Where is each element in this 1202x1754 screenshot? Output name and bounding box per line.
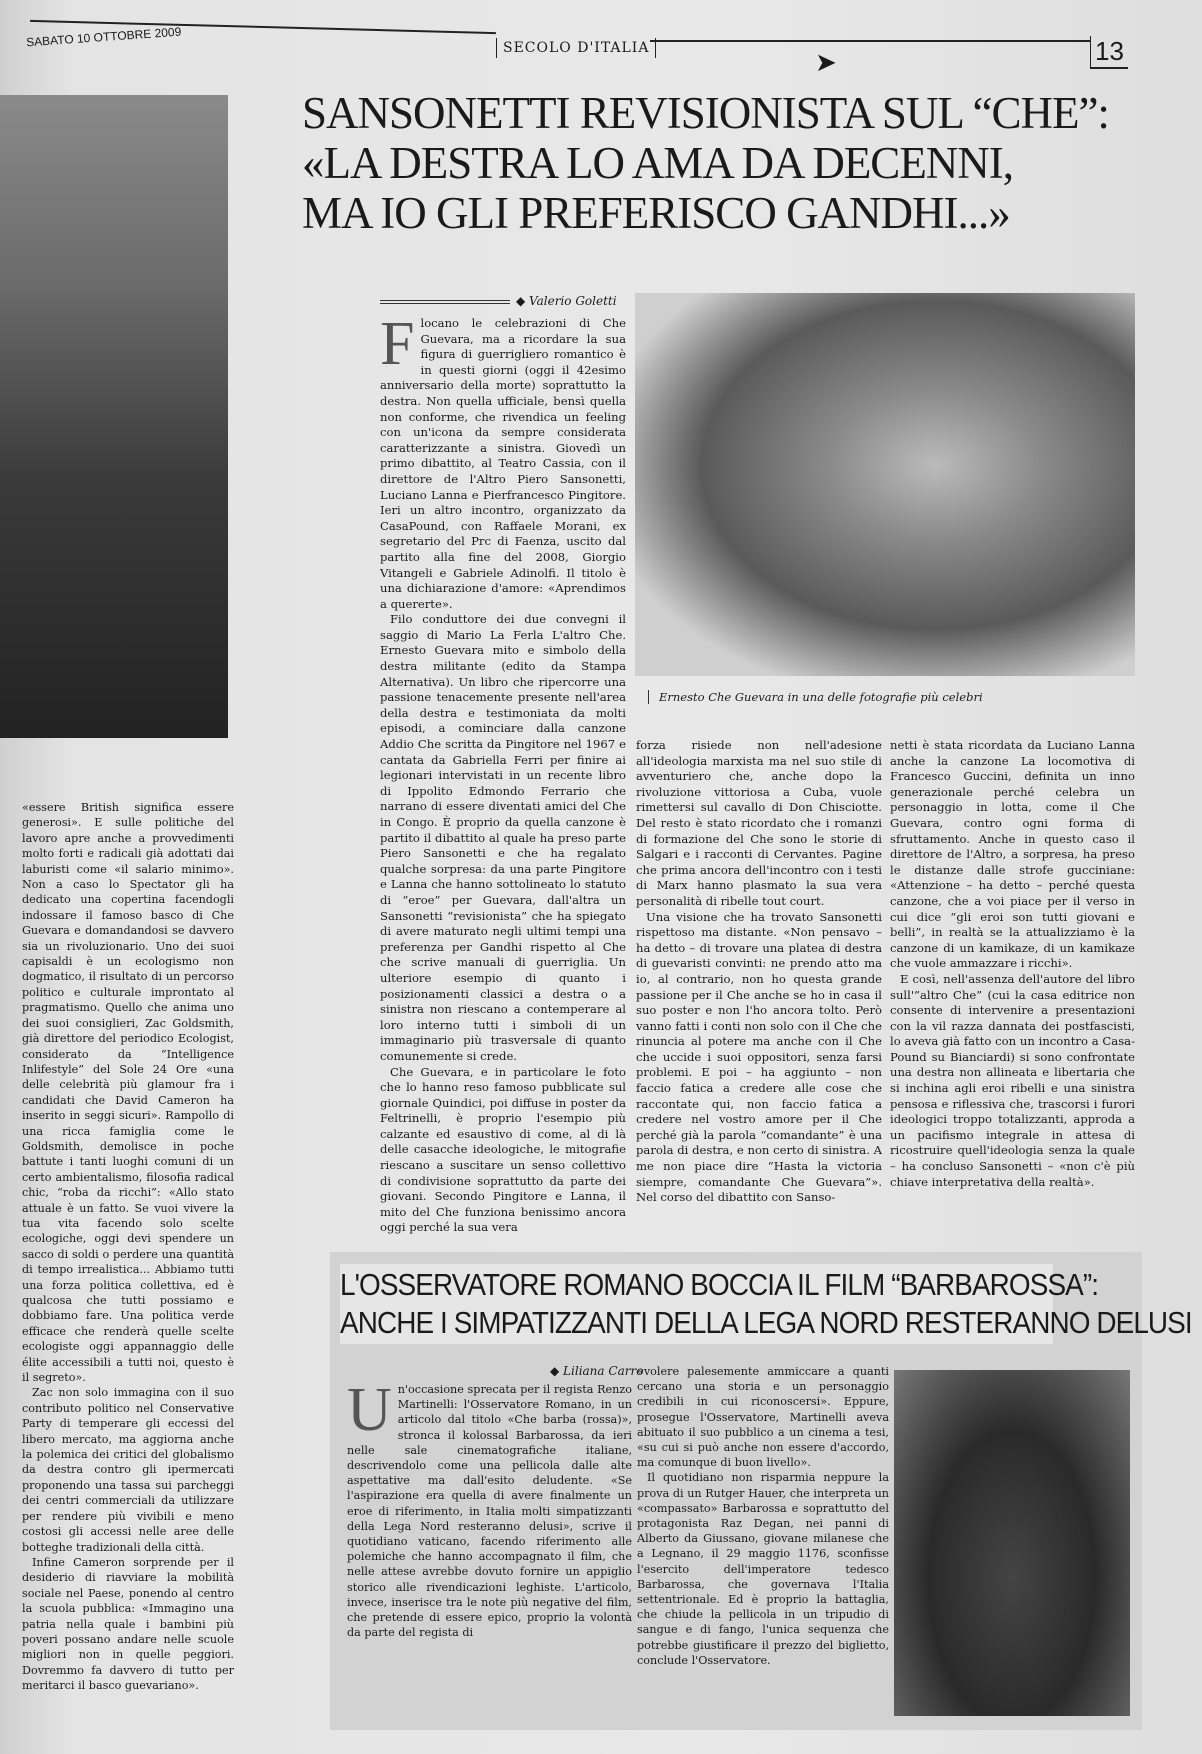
che-guevara-photo [635,293,1135,676]
paragraph: Una visione che ha trovato Sansonetti rispettoso ma distante. «Non pensavo – ha detto – di trovare una platea di destra di guevaristi convinti: ne prendo atto ma io, al contrario, non ho questa grande passione per il Che anche se ho in casa il suo poster e non l'ho ancora tolto. Però vanno fatti i conti non solo con il Che che rinuncia al potere ma anche con il Che che uccide i suoi oppositori, senza farsi problemi. E poi – ha aggiunto – non faccio fatica a credere alle cose che raccontate qui, non faccio fatica a credere nel vostro amore per il Che perché già la parola “comandante” è una parola di destra, e non certo di sinistra. A me non piace dire “Hasta la victoria siempre, comandante Che Guevara”». Nel corso del dibattito con Sanso- [636,909,882,1205]
headline-line: MA IO GLI PREFERISCO GANDHI...» [302,188,1010,238]
paragraph: forza risiede non nell'adesione all'ideologia marxista ma nel suo stile di avventuriero che, anche dopo la rivoluzione vittoriosa a Cuba, vuole rimettersi sul cavallo di Don Chisciotte. Del resto è stato ricordato che i romanzi di formazione del Che sono le storie di Salgari e i racconti di Cervantes. Pagine che prima ancora dell'incontro con i testi di Marx hanno plasmato la sua vera personalità di ribelle tout court. [636,738,882,908]
paragraph: Infine Cameron sorprende per il desiderio di riavviare la mobilità sociale nel Paese, ponendo al centro la scuola pubblica: «Immagino una patria nella quale i bambini più poveri possano andare nelle scuole migliori non in quelle peggiori. Dovremmo fa davvero di tutto per meritarci il basco guevariano». [22,1555,234,1693]
paragraph: n'occasione sprecata per il regista Renzo Martinelli: l'Osservatore Romano, in un articolo dal titolo «Che barba (rossa)», stronca il kolossal Barbarossa, da ieri nelle sale cinematografiche italiane, descrivendolo come una pellicola dalle alte aspettative ma dall'esito deludente. «Se l'aspirazione era quella di avere finalmente un eroe di riferimento, in Italia molti simpatizzanti della Lega Nord resteranno delusi», scrive il quotidiano vaticano, facendo riferimento alle polemiche che hanno accompagnato il film, che nelle attese avrebbe dovuto fornire un appiglio storico alle rivendicazioni leghiste. L'articolo, invece, inserisce tra le note più negative del film, che pretende di essere epico, proprio la volontà da parte del regista di [347,1383,632,1640]
paragraph: Zac non solo immagina con il suo contributo politico nel Conservative Party di temperare gli eccessi del libero mercato, ma aggiorna anche la polemica dei critici del globalismo da destra contro gli ipermercati proponendo una tassa sui parcheggi dei centri commerciali da utilizzare per rendere più vivibili e meno costosi gli accessi nelle aree delle botteghe tradizionali della città. [22,1386,234,1554]
paragraph: Che Guevara, e in particolare le foto che lo hanno reso famoso pubblicate sul giornale Quindici, poi diffuse in poster da Feltrinelli, è proprio l'esempio più calzante ed esaustivo di come, al di là delle casacche ideologiche, le mitografie riescano a suscitare un senso collettivo di condivisione soprattutto da parte dei giovani. Secondo Pingitore e Lanna, il mito del Che funziona benissimo ancora oggi perché la sua vera [380,1064,626,1235]
barbarossa-article-box [330,1252,1192,1730]
author-name: Liliana Carro [563,1364,644,1378]
drop-cap: F [380,310,415,378]
article-column-3 [890,738,1135,1190]
article-column-2 [636,738,882,1206]
headline-line: SANSONETTI REVISIONISTA SUL “CHE”: [302,88,1109,138]
headline-line: «LA DESTRA LO AMA DA DECENNI, [302,138,1014,188]
page-number: 13 [1090,36,1128,69]
author-name: Valerio Goletti [529,294,617,308]
issue-date: SABATO 10 OTTOBRE 2009 [25,24,182,50]
box-column-1 [347,1376,632,1640]
article-column-1 [380,310,626,1236]
paragraph: Il quotidiano non risparmia neppure la prova di un Rutger Hauer, che interpreta un «compassato» Barbarossa e soprattutto del protagonista Raz Degan, nei panni di Alberto da Giussano, giovane milanese che a Legnano, il 29 maggio 1176, sconfisse l'esercito dell'imperatore tedesco Barbarossa, che governava l'Italia settentrionale. Ed è proprio la battaglia, che chiude la pellicola in un tripudio di sangue e di fango, l'unica sequenza che potrebbe giustificare il prezzo del biglietto, conclude l'Osservatore. [637,1471,889,1667]
paragraph: Filo conduttore dei due convegni il saggio di Mario La Ferla L'altro Che. Ernesto Guevara mito e simbolo della destra militante (edito da Stampa Alternativa). Un libro che ripercorre una passione tenacemente presente nell'area della destra e testimoniata da molti episodi, a cominciare dalla canzone Addio Che scritta da Pingitore nel 1967 e cantata da Gabriella Ferri per finire ai legionari intervistati in un recente libro di Ippolito Edmondo Ferrario che narrano di essere diventati amici del Che in Congo. È proprio da quella canzone è partito il dibattito al quale ha preso parte Piero Sansonetti e che ha regalato qualche sorpresa: da una parte Pingitore e Lanna che hanno sottolineato lo statuto di “eroe” per Guevara, dall'altra un Sansonetti “revisionista” che ha spiegato di avere maturato negli ultimi tempi una preferenza per Gandhi rispetto al Che che scrive manuali di guerriglia. Un ulteriore esempio di quanto i posizionamenti classici a destra o a sinistra non riescano a contemperare al loro interno tutti i simboli di un immaginario più trasversale di quanto comunemente si crede. [380,612,626,1063]
paragraph: locano le celebrazioni di Che Guevara, ma a ricordare la sua figura di guerrigliero romantico è in questi giorni (oggi il 42esimo anniversario della morte) soprattutto la destra. Non quella ufficiale, bensì quella non conforme, che rivendica un feeling con un'icona da sempre considerata caratterizzante a sinistra. Giovedì un primo dibattito, al Teatro Cassia, con il direttore de l'Altro Piero Sansonetti, Luciano Lanna e Pierfrancesco Pingitore. Ieri un altro incontro, organizzato da CasaPound, con Raffaele Morani, ex segretario del Prc di Faenza, uscito dal partito alla fine del 2008, Giorgio Vitangeli e Gabriele Adinolfi. Il titolo è una dichiarazione d'amore: «Aprendimos a quererte». [380,316,626,611]
box-column-2 [637,1364,889,1668]
paragraph: netti è stata ricordata da Luciano Lanna anche la canzone La locomotiva di Francesco Guccini, definita un inno generazionale perché celebra un personaggio in lotta, come il Che Guevara, contro ogni forma di sfruttamento. Anche in questo caso il direttore de l'Altro, a sorpresa, ha preso le distanze dalle strofe gucciniane: «Attenzione – ha detto – perché questa canzone, che a voi piace per il verso in cui dice “gli eroi son tutti giovani e belli”, in realtà se la attualizziamo è la canzone di un kamikaze, di un kamikaze che vuole ammazzare i ricchi». [890,738,1135,971]
photo-caption: Ernesto Che Guevara in una delle fotografie più celebri [648,690,983,704]
byline: ◆ Liliana Carro [550,1364,644,1378]
header-rule [650,40,1090,42]
byline: ◆ Valerio Goletti [380,294,617,308]
headline-line: L'OSSERVATORE ROMANO BOCCIA IL FILM “BARBAROSSA”: [340,1267,1099,1302]
barbarossa-film-photo [894,1370,1130,1716]
paragraph: «volere palesemente ammiccare a quanti cercano una storia e un personaggio credibili in cui riconoscersi». Eppure, prosegue l'Osservatore, Martinelli aveva abituato il suo pubblico a un cinema a tesi, «su cui si può anche non essere d'accordo, ma comunque di buon livello». [637,1365,889,1470]
box-headline [340,1264,1192,1344]
paragraph: E così, nell'assenza dell'autore del libro sull'“altro Che” (cui la casa editrice non consente di intervenire a presentazioni con la vil razza dannata dei postfascisti, lo aveva già fatto con un incontro a Casa-Pound su Bianciardi) si sono confrontate una destra non allineata e libertaria che si inchina agli eroi ribelli e una sinistra pensosa e riflessiva che, trascorsi i furori ideologici troppo totalizzanti, approda a un pacifismo integrale in attesa di ricostruire quell'ideologia senza la quale – ha concluso Sansonetti – «non c'è più chiave interpretativa della realtà». [890,971,1135,1189]
drop-cap: U [347,1376,392,1444]
left-article-column [22,800,234,1694]
arrow-icon: ➤ [815,48,837,78]
main-headline [302,88,1142,238]
newspaper-name: SECOLO D'ITALIA [496,38,656,58]
paragraph: «essere British significa essere generosi». E sulle politiche del lavoro apre anche a provvedimenti molto forti e radicali già adottati dai laburisti come «il salario minimo». Non a caso lo Spectator gli ha dedicato una copertina facendogli indossare il famoso basco di Che Guevara e domandandosi se davvero sia un rivoluzionario. Uno dei suoi capisaldi è un ecologismo non dogmatico, il risultato di un percorso politico e culturale improntato al pragmatismo. Quello che anima uno dei suoi consiglieri, Zac Goldsmith, già direttore del periodico Ecologist, considerato da “Intelligence Inlifestyle” del Sole 24 Ore «una delle celebrità più glamour fra i candidati che David Cameron ha inserito in seggi sicuri». Rampollo di una ricca famiglia come le Goldsmith, demolisce in poche battute i tanti luoghi comuni di un certo ambientalismo, filosofia radical chic, “roba da ricchi”: «Allo stato attuale è un fatto. Se vuoi vivere la tua vita facendo solo scelte ecologiche, oggi devi spendere un sacco di soldi o perdere una quantità di tempo irrealistica... Abbiamo tutti una forza politica collettiva, ed è qualcosa che tutti possiamo e dobbiamo fare. Una politica verde efficace che renderà quelle scelte ecologiste oggi appannaggio delle élite accessibili a tutti noi, questo è il segreto». [22,801,234,1385]
headline-line: ANCHE I SIMPATIZZANTI DELLA LEGA NORD RESTERANNO DELUSI [340,1305,1192,1340]
left-photo [0,95,228,738]
